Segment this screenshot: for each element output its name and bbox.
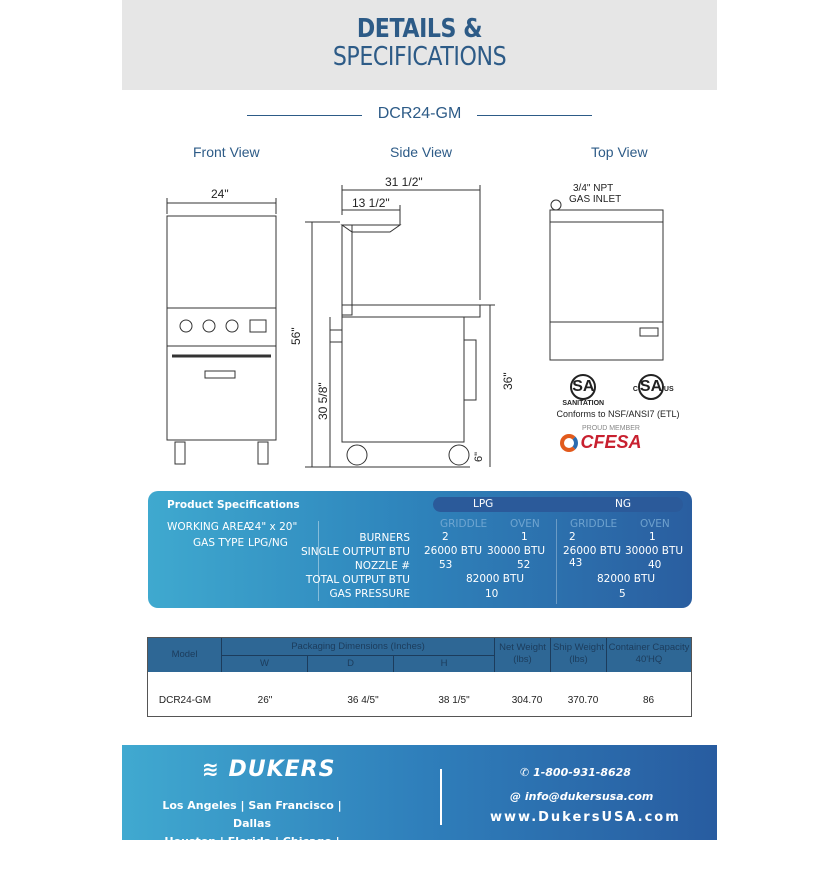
row-label: GAS PRESSURE	[329, 588, 410, 600]
sub-header: GRIDDLE	[440, 518, 488, 530]
spec-value: 26000 BTU	[424, 545, 483, 557]
sub-header: OVEN	[510, 518, 540, 530]
front-width-dim: 24"	[211, 187, 229, 201]
cities-line-2: Houston | Florida | Chicago | New Jersey	[164, 835, 340, 866]
phone-icon: ✆	[520, 766, 530, 779]
row-label: NOZZLE #	[354, 560, 410, 572]
lpg-header: LPG	[473, 498, 494, 510]
gas-inlet-label: GAS INLET	[569, 194, 622, 205]
spec-value: 5	[619, 588, 626, 600]
cell-w: 26"	[257, 695, 273, 706]
cell-model: DCR24-GM	[158, 695, 212, 706]
sub-header: GRIDDLE	[570, 518, 618, 530]
spec-value: 30000 BTU	[487, 545, 546, 557]
top-view-label: Top View	[591, 144, 648, 160]
gas-type-label: GAS TYPE	[193, 537, 245, 549]
model-name: DCR24-GM	[377, 105, 462, 122]
work-height-dim: 36"	[501, 372, 515, 390]
row-label: BURNERS	[359, 532, 410, 544]
side-depth-dim: 31 1/2"	[385, 175, 423, 189]
divider	[440, 769, 442, 825]
leg-height-dim: 6"	[473, 451, 485, 462]
title-line-1: DETAILS &	[356, 14, 483, 44]
working-area-value: 24" x 20"	[248, 521, 298, 533]
sub-header: OVEN	[640, 518, 670, 530]
conformity-text: Conforms to NSF/ANSI7 (ETL)	[556, 409, 680, 419]
spec-value: 2	[442, 531, 449, 543]
spec-title: Product Specifications	[167, 499, 300, 511]
at-icon: @	[510, 790, 521, 803]
header-w: W	[222, 656, 308, 672]
spec-value: 82000 BTU	[597, 573, 656, 585]
front-view-drawing	[167, 187, 276, 464]
side-view-label: Side View	[390, 144, 453, 160]
total-height-dim: 56"	[289, 327, 303, 345]
phone[interactable]: ✆ 1-800-931-8628	[520, 766, 631, 779]
spec-value: 2	[569, 531, 576, 543]
email[interactable]: @ info@dukersusa.com	[510, 790, 654, 803]
row-label: TOTAL OUTPUT BTU	[305, 574, 410, 586]
mid-height-dim: 30 5/8"	[316, 382, 330, 420]
header-dims: Packaging Dimensions (Inches)	[222, 638, 494, 656]
side-view-drawing	[289, 175, 515, 467]
ng-header: NG	[615, 498, 631, 510]
spec-value: 82000 BTU	[466, 573, 525, 585]
csa-sanitation-logo: SA SANITATION	[562, 374, 604, 407]
front-view-label: Front View	[193, 144, 260, 160]
certifications	[548, 374, 688, 453]
spec-value: 53	[439, 559, 453, 571]
title-line-2: SPECIFICATIONS	[332, 42, 507, 72]
dukers-logo: ≋ DUKERS	[202, 757, 336, 782]
cfesa-logo: PROUD MEMBER CFESA	[548, 425, 688, 453]
header-model: Model	[148, 638, 222, 672]
cell-h: 38 1/5"	[438, 695, 470, 706]
packaging-table	[147, 637, 692, 717]
spec-value: 52	[517, 559, 531, 571]
gas-inlet-dim: 3/4" NPT	[573, 183, 614, 194]
spec-value: 43	[569, 557, 583, 569]
gas-type-header	[433, 497, 683, 512]
cities-line-1: Los Angeles | San Francisco | Dallas	[162, 799, 342, 830]
header-d: D	[308, 656, 394, 672]
product-specifications-panel	[148, 491, 692, 608]
spec-value: 40	[648, 559, 662, 571]
spec-value: 26000 BTU	[563, 545, 622, 557]
spec-value: 10	[485, 588, 499, 600]
top-view-drawing	[550, 183, 663, 360]
spec-value: 1	[649, 531, 656, 543]
header-ship-weight: Ship Weight (lbs)	[550, 638, 606, 672]
header-container: Container Capacity 40'HQ	[606, 638, 691, 672]
cell-ship-weight: 370.70	[567, 695, 599, 706]
gas-type-value: LPG/NG	[248, 537, 288, 549]
spec-value: 30000 BTU	[625, 545, 684, 557]
cities	[162, 797, 342, 869]
cell-net-weight: 304.70	[511, 695, 543, 706]
cell-container: 86	[642, 695, 655, 706]
row-label: SINGLE OUTPUT BTU	[300, 546, 410, 558]
website[interactable]: www.DukersUSA.com	[490, 810, 681, 825]
csa-cus-logo: C SA US	[633, 374, 674, 407]
footer	[122, 745, 717, 866]
cell-d: 36 4/5"	[347, 695, 379, 706]
header-h: H	[394, 656, 494, 672]
working-area-label: WORKING AREA	[167, 521, 251, 533]
side-shelf-dim: 13 1/2"	[352, 196, 390, 210]
header-net-weight: Net Weight (lbs)	[494, 638, 550, 672]
spec-value: 1	[521, 531, 528, 543]
